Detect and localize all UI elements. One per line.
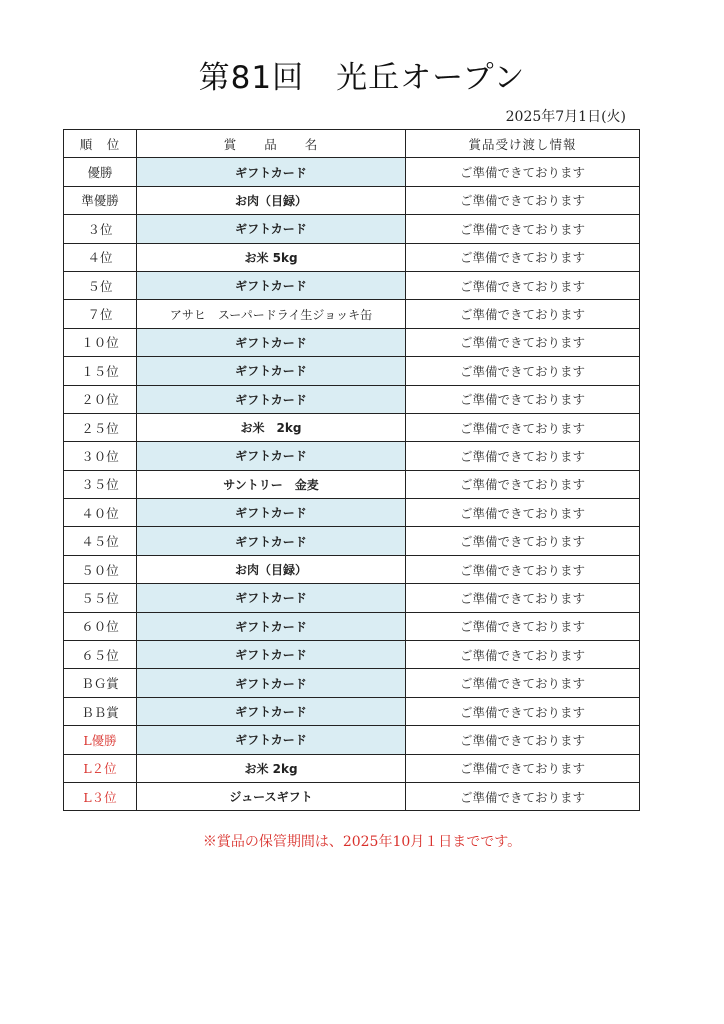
info-cell: ご準備できております bbox=[406, 669, 640, 697]
rank-cell: ５０位 bbox=[64, 555, 137, 583]
table-row bbox=[64, 782, 640, 810]
prize-cell: ギフトカード bbox=[137, 442, 406, 470]
prize-cell: ギフトカード bbox=[137, 726, 406, 754]
prize-cell: ギフトカード bbox=[137, 499, 406, 527]
storage-note: ※賞品の保管期間は、2025年10月１日までです。 bbox=[202, 834, 522, 850]
prize-cell: ギフトカード bbox=[137, 271, 406, 299]
table-row bbox=[64, 271, 640, 299]
info-cell: ご準備できております bbox=[406, 385, 640, 413]
prize-cell: ギフトカード bbox=[137, 697, 406, 725]
info-cell: ご準備できております bbox=[406, 726, 640, 754]
prize-cell: ギフトカード bbox=[137, 385, 406, 413]
rank-cell: ＢＢ賞 bbox=[64, 697, 137, 725]
table-row bbox=[64, 413, 640, 441]
prize-cell: ギフトカード bbox=[137, 584, 406, 612]
table-row bbox=[64, 357, 640, 385]
info-cell: ご準備できております bbox=[406, 158, 640, 186]
rank-cell: 優勝 bbox=[64, 158, 137, 186]
info-cell: ご準備できております bbox=[406, 555, 640, 583]
table-row bbox=[64, 499, 640, 527]
info-cell: ご準備できております bbox=[406, 271, 640, 299]
table-row bbox=[64, 641, 640, 669]
rank-cell: ３０位 bbox=[64, 442, 137, 470]
info-cell: ご準備できております bbox=[406, 499, 640, 527]
prize-rows bbox=[64, 158, 640, 811]
table-row bbox=[64, 328, 640, 356]
prize-cell: ギフトカード bbox=[137, 527, 406, 555]
table-row bbox=[64, 442, 640, 470]
table-header-row bbox=[64, 130, 640, 158]
rank-cell: １０位 bbox=[64, 328, 137, 356]
table-row bbox=[64, 612, 640, 640]
info-cell: ご準備できております bbox=[406, 754, 640, 782]
table-row bbox=[64, 669, 640, 697]
header-info: 賞品受け渡し情報 bbox=[406, 130, 640, 158]
table-row bbox=[64, 385, 640, 413]
info-cell: ご準備できております bbox=[406, 442, 640, 470]
rank-cell: ６５位 bbox=[64, 641, 137, 669]
rank-cell: 準優勝 bbox=[64, 186, 137, 214]
rank-cell: ４０位 bbox=[64, 499, 137, 527]
info-cell: ご準備できております bbox=[406, 527, 640, 555]
prize-cell: サントリー 金麦 bbox=[137, 470, 406, 498]
table-row bbox=[64, 158, 640, 186]
rank-cell: ＢＧ賞 bbox=[64, 669, 137, 697]
header-prize: 賞 品 名 bbox=[137, 130, 406, 158]
table-row bbox=[64, 584, 640, 612]
info-cell: ご準備できております bbox=[406, 243, 640, 271]
table-row bbox=[64, 555, 640, 583]
prize-cell: ギフトカード bbox=[137, 215, 406, 243]
table-row bbox=[64, 697, 640, 725]
info-cell: ご準備できております bbox=[406, 357, 640, 385]
prize-cell: ギフトカード bbox=[137, 158, 406, 186]
rank-cell: L３位 bbox=[64, 782, 137, 810]
prize-cell: ジュースギフト bbox=[137, 782, 406, 810]
rank-cell: ５５位 bbox=[64, 584, 137, 612]
info-cell: ご準備できております bbox=[406, 413, 640, 441]
info-cell: ご準備できております bbox=[406, 328, 640, 356]
table-row bbox=[64, 726, 640, 754]
table-row bbox=[64, 470, 640, 498]
info-cell: ご準備できております bbox=[406, 215, 640, 243]
rank-cell: ４位 bbox=[64, 243, 137, 271]
rank-cell: ５位 bbox=[64, 271, 137, 299]
rank-cell: ４５位 bbox=[64, 527, 137, 555]
prize-table bbox=[63, 129, 640, 811]
rank-cell: ２５位 bbox=[64, 413, 137, 441]
page-title: 第81回 光丘オープン bbox=[198, 60, 526, 96]
prize-cell: アサヒ スーパードライ生ジョッキ缶 bbox=[137, 300, 406, 328]
info-cell: ご準備できております bbox=[406, 186, 640, 214]
prize-cell: お米 5kg bbox=[137, 243, 406, 271]
table-row bbox=[64, 186, 640, 214]
rank-cell: ３５位 bbox=[64, 470, 137, 498]
rank-cell: １５位 bbox=[64, 357, 137, 385]
header-rank: 順 位 bbox=[64, 130, 137, 158]
info-cell: ご準備できております bbox=[406, 782, 640, 810]
table-row bbox=[64, 527, 640, 555]
table-row bbox=[64, 300, 640, 328]
event-date: 2025年7月1日(火) bbox=[505, 109, 626, 125]
rank-cell: ６０位 bbox=[64, 612, 137, 640]
info-cell: ご準備できております bbox=[406, 300, 640, 328]
table-row bbox=[64, 754, 640, 782]
prize-cell: お米 2kg bbox=[137, 413, 406, 441]
prize-cell: お米 2kg bbox=[137, 754, 406, 782]
rank-cell: ３位 bbox=[64, 215, 137, 243]
info-cell: ご準備できております bbox=[406, 584, 640, 612]
prize-cell: ギフトカード bbox=[137, 357, 406, 385]
info-cell: ご準備できております bbox=[406, 697, 640, 725]
info-cell: ご準備できております bbox=[406, 641, 640, 669]
rank-cell: L優勝 bbox=[64, 726, 137, 754]
info-cell: ご準備できております bbox=[406, 470, 640, 498]
table-row bbox=[64, 243, 640, 271]
prize-cell: ギフトカード bbox=[137, 669, 406, 697]
prize-cell: ギフトカード bbox=[137, 641, 406, 669]
rank-cell: ７位 bbox=[64, 300, 137, 328]
rank-cell: L２位 bbox=[64, 754, 137, 782]
prize-cell: お肉（目録） bbox=[137, 555, 406, 583]
prize-cell: ギフトカード bbox=[137, 612, 406, 640]
prize-cell: お肉（目録） bbox=[137, 186, 406, 214]
rank-cell: ２０位 bbox=[64, 385, 137, 413]
table-row bbox=[64, 215, 640, 243]
info-cell: ご準備できております bbox=[406, 612, 640, 640]
prize-cell: ギフトカード bbox=[137, 328, 406, 356]
